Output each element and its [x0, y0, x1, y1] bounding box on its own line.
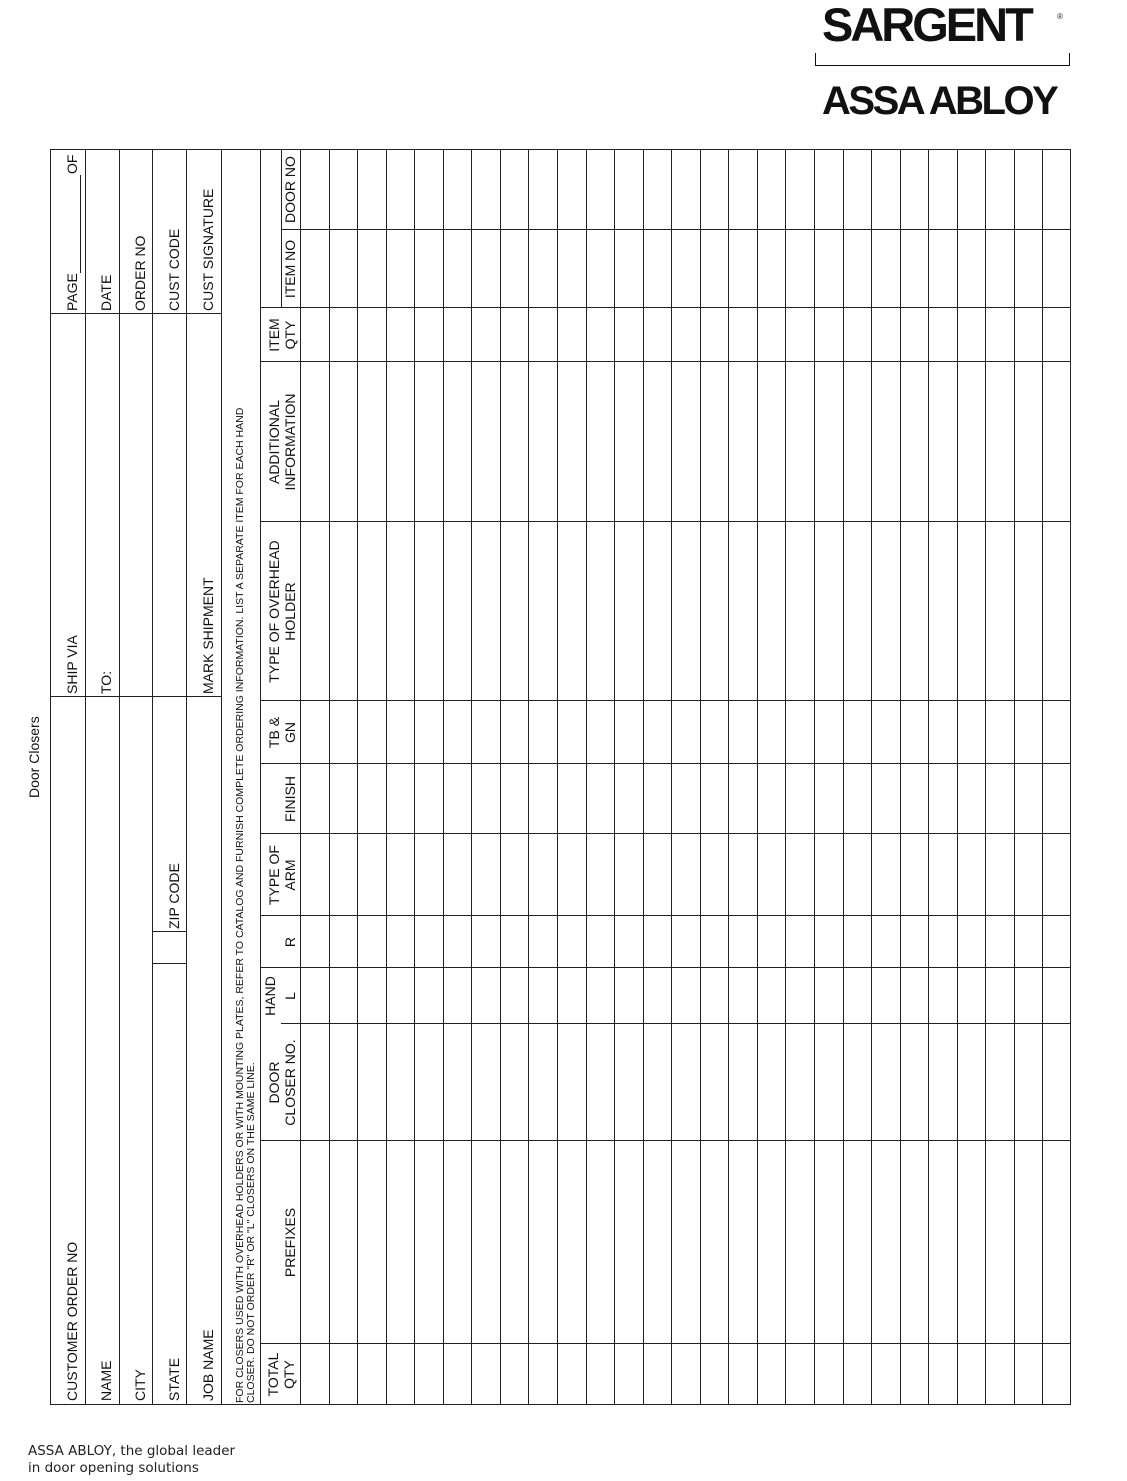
entry-row-line	[728, 149, 729, 1405]
state-zip-divider	[152, 931, 186, 932]
entry-row-line	[500, 149, 501, 1405]
page-number-underline	[80, 175, 81, 273]
col-finish: FINISH	[282, 776, 298, 822]
zip-code-label: ZIP CODE	[166, 863, 182, 929]
col-hand-r: R	[282, 936, 298, 948]
entry-row-line	[700, 149, 701, 1405]
column-divider	[260, 915, 1071, 916]
form-title: Door Closers	[26, 716, 42, 798]
entry-row-line	[928, 149, 929, 1405]
column-divider	[260, 700, 1071, 701]
entry-row-line	[671, 149, 672, 1405]
logo-bracket-divider	[815, 53, 1070, 66]
entry-row-line	[757, 149, 758, 1405]
col-hand: HAND	[262, 976, 278, 1016]
column-divider	[260, 307, 1071, 308]
col-door-closer-no: DOOR CLOSER NO.	[266, 1039, 298, 1126]
column-divider	[281, 1023, 1071, 1024]
entry-row-line	[843, 149, 844, 1405]
column-divider	[260, 1343, 1071, 1344]
col-item-qty: ITEM QTY	[266, 318, 298, 352]
column-divider	[260, 521, 1071, 522]
col-hand-l: L	[282, 992, 298, 1000]
entry-row-line	[528, 149, 529, 1405]
order-form	[26, 149, 1071, 1405]
state-label: STATE	[166, 1357, 182, 1401]
entry-row-line	[643, 149, 644, 1405]
sargent-logo: SARGENT	[822, 0, 1031, 51]
tagline-line: ASSA ABLOY, the global leader	[28, 1443, 236, 1459]
cust-signature-label: CUST SIGNATURE	[200, 188, 216, 311]
entry-row-line	[1042, 149, 1043, 1405]
assa-abloy-logo: ASSA ABLOY	[822, 79, 1057, 123]
entry-row-line	[1014, 149, 1015, 1405]
order-no-label: ORDER NO	[132, 235, 148, 311]
entry-row-line	[329, 149, 330, 1405]
column-header-divider	[300, 149, 301, 1405]
column-divider	[260, 1140, 1071, 1141]
entry-row-line	[586, 149, 587, 1405]
header-divider	[152, 149, 153, 1405]
header-divider	[119, 149, 120, 1405]
to-label: TO:	[98, 670, 114, 694]
instruction-divider	[260, 149, 261, 1405]
page-of-label: OF	[64, 154, 80, 174]
entry-row-line	[614, 149, 615, 1405]
entry-row-line	[471, 149, 472, 1405]
col-tb-gn: TB & GN	[266, 716, 298, 749]
header-divider	[85, 149, 86, 1405]
entry-row-line	[557, 149, 558, 1405]
entry-row-line	[785, 149, 786, 1405]
entry-row-line	[900, 149, 901, 1405]
header-column-divider	[50, 696, 221, 697]
column-divider	[260, 361, 1071, 362]
name-label: NAME	[98, 1360, 114, 1401]
entry-row-line	[357, 149, 358, 1405]
job-name-label: JOB NAME	[200, 1329, 216, 1401]
entry-row-line	[871, 149, 872, 1405]
entry-row-line	[414, 149, 415, 1405]
city-label: CITY	[132, 1369, 148, 1401]
entry-row-line	[386, 149, 387, 1405]
mark-shipment-label: MARK SHIPMENT	[200, 577, 216, 694]
column-divider	[281, 229, 1071, 230]
date-label: DATE	[98, 274, 114, 311]
entry-row-line	[443, 149, 444, 1405]
tagline-line: in door opening solutions	[28, 1460, 199, 1476]
cust-code-label: CUST CODE	[166, 228, 182, 311]
header-divider	[186, 149, 187, 1405]
instruction-text: CLOSER. DO NOT ORDER "R" OR "L" CLOSERS ON THE SAME LINE.	[245, 1062, 257, 1403]
column-divider	[260, 763, 1071, 764]
entry-row-line	[814, 149, 815, 1405]
col-door-no: DOOR NO	[282, 156, 298, 223]
header-column-divider	[50, 313, 221, 314]
col-additional-info: ADDITIONAL INFORMATION	[266, 393, 298, 491]
state-zip-divider	[152, 963, 186, 964]
tagline	[28, 1443, 235, 1477]
registered-mark: ®	[1057, 12, 1063, 21]
instruction-text: FOR CLOSERS USED WITH OVERHEAD HOLDERS OR WITH MOUNTING PLATES, REFER TO CATALOG AND FURNISH COMPLETE ORDERING INFORMATION. LIST A SEPARATE ITEM FOR EACH HAND	[234, 407, 246, 1403]
column-divider	[260, 967, 1071, 968]
col-total-qty: TOTAL QTY	[265, 1352, 297, 1397]
col-overhead-holder: TYPE OF OVERHEAD HOLDER	[266, 540, 298, 683]
form-frame	[50, 149, 1071, 1405]
column-divider	[260, 833, 1071, 834]
customer-order-no-label: CUSTOMER ORDER NO	[64, 1241, 80, 1401]
header-divider	[221, 149, 222, 1405]
col-prefixes: PREFIXES	[282, 1207, 298, 1278]
page-label: PAGE	[64, 273, 80, 311]
col-type-of-arm: TYPE OF ARM	[266, 845, 298, 905]
entry-row-line	[985, 149, 986, 1405]
entry-row-line	[957, 149, 958, 1405]
ship-via-label: SHIP VIA	[64, 635, 80, 694]
col-item-no: ITEM NO	[282, 239, 298, 299]
